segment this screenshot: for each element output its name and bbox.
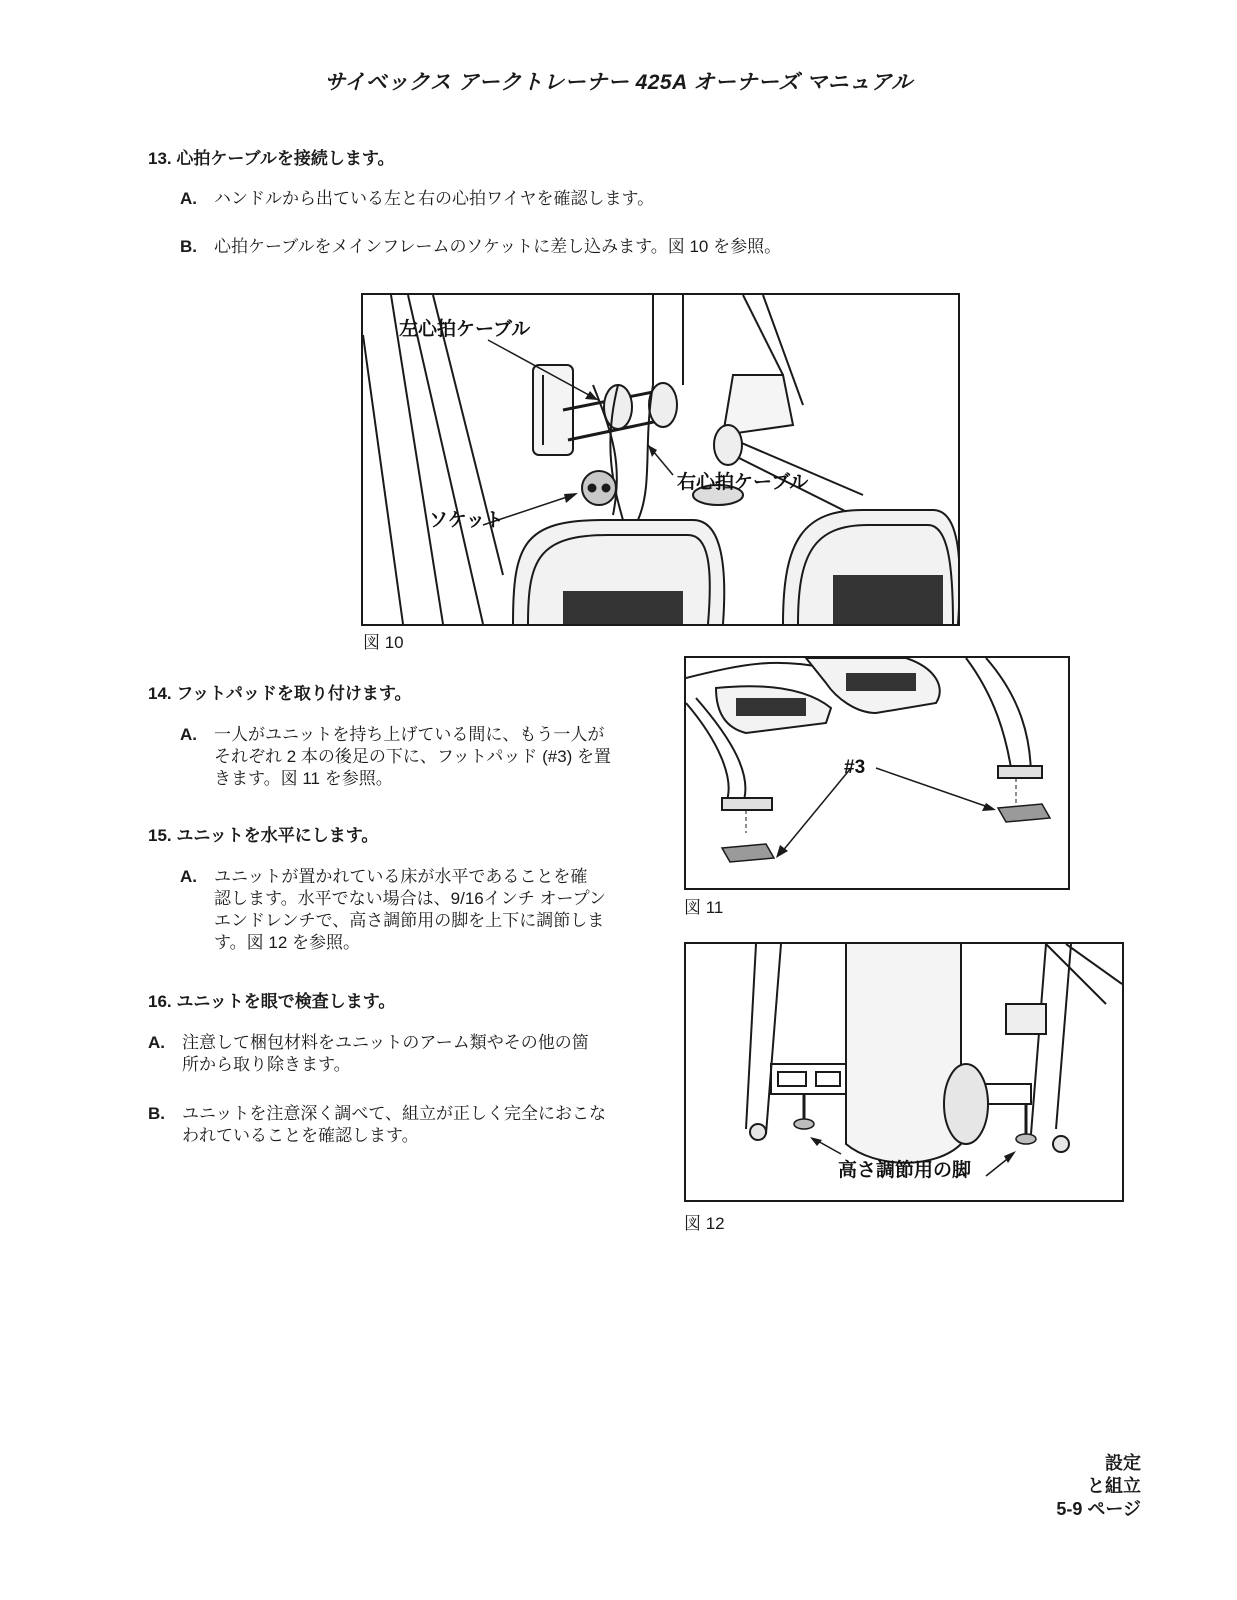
item-label: B.: [148, 1104, 165, 1123]
item-label: A.: [148, 1033, 165, 1052]
footer-section-sub: と組立: [1087, 1476, 1141, 1496]
label-left-cable: 左心拍ケーブル: [399, 319, 531, 340]
figure-12: [684, 942, 1124, 1202]
step-title: ユニットを水平にします。: [176, 826, 379, 845]
item-line: す。図 12 を参照。: [214, 933, 360, 952]
step-13-item-b: [180, 236, 940, 260]
step-15-item-a: [180, 866, 660, 958]
step-14-heading: [148, 679, 411, 704]
step-16-heading: [148, 987, 395, 1012]
item-line: 認します。水平でない場合は、9/16インチ オープン: [214, 889, 606, 908]
page-number: 5-9 ページ: [1056, 1499, 1141, 1519]
figure-10-caption: 図 10: [363, 633, 404, 652]
figure-12-caption: 図 12: [684, 1214, 725, 1233]
step-13-heading: [148, 144, 395, 169]
item-label: A.: [180, 725, 197, 744]
item-line: エンドレンチで、高さ調節用の脚を上下に調節しま: [214, 911, 605, 930]
label-leveler: 高さ調節用の脚: [838, 1160, 972, 1181]
label-part-3: #3: [844, 757, 866, 778]
step-15-heading: [148, 821, 378, 846]
label-right-cable: 右心拍ケーブル: [677, 472, 809, 493]
item-line: 一人がユニットを持ち上げている間に、もう一人が: [214, 725, 605, 744]
figure-11: [684, 656, 1070, 890]
item-line: ユニットを注意深く調べて、組立が正しく完全におこな: [182, 1104, 606, 1123]
step-14-item-a: [180, 724, 660, 794]
figure-11-caption: 図 11: [684, 898, 724, 917]
step-13-item-a: [180, 188, 880, 212]
item-line: きます。図 11 を参照。: [214, 769, 393, 788]
footer-section: 設定: [1105, 1453, 1141, 1473]
label-socket: ソケット: [429, 510, 504, 531]
item-label: B.: [180, 237, 197, 256]
item-text: 心拍ケーブルをメインフレームのソケットに差し込みます。図 10 を参照。: [214, 237, 782, 256]
step-16-item-b: [148, 1103, 668, 1149]
leveler-illustration: [686, 944, 1122, 1200]
step-number: 14.: [148, 684, 172, 703]
heart-rate-cable-illustration: [363, 295, 958, 624]
item-line: それぞれ 2 本の後足の下に、フットパッド (#3) を置: [214, 747, 612, 766]
figure-10: [361, 293, 960, 626]
item-line: 所から取り除きます。: [182, 1055, 351, 1074]
step-16-item-a: [148, 1032, 668, 1078]
item-line: われていることを確認します。: [182, 1126, 419, 1145]
step-number: 13.: [148, 149, 172, 168]
step-title: 心拍ケーブルを接続します。: [176, 149, 395, 168]
step-number: 16.: [148, 992, 172, 1011]
page-header: サイベックス アークトレーナー 425A オーナーズ マニュアル: [324, 71, 913, 94]
page-footer: [1056, 1452, 1141, 1521]
step-number: 15.: [148, 826, 172, 845]
foot-pad-illustration: [686, 658, 1068, 888]
item-line: 注意して梱包材料をユニットのアーム類やその他の箇: [182, 1033, 589, 1052]
step-title: フットパッドを取り付けます。: [176, 684, 412, 703]
item-text: ハンドルから出ている左と右の心拍ワイヤを確認します。: [214, 189, 655, 208]
step-title: ユニットを眼で検査します。: [176, 992, 396, 1011]
item-label: A.: [180, 867, 197, 886]
item-label: A.: [180, 189, 197, 208]
item-line: ユニットが置かれている床が水平であることを確: [214, 867, 588, 886]
